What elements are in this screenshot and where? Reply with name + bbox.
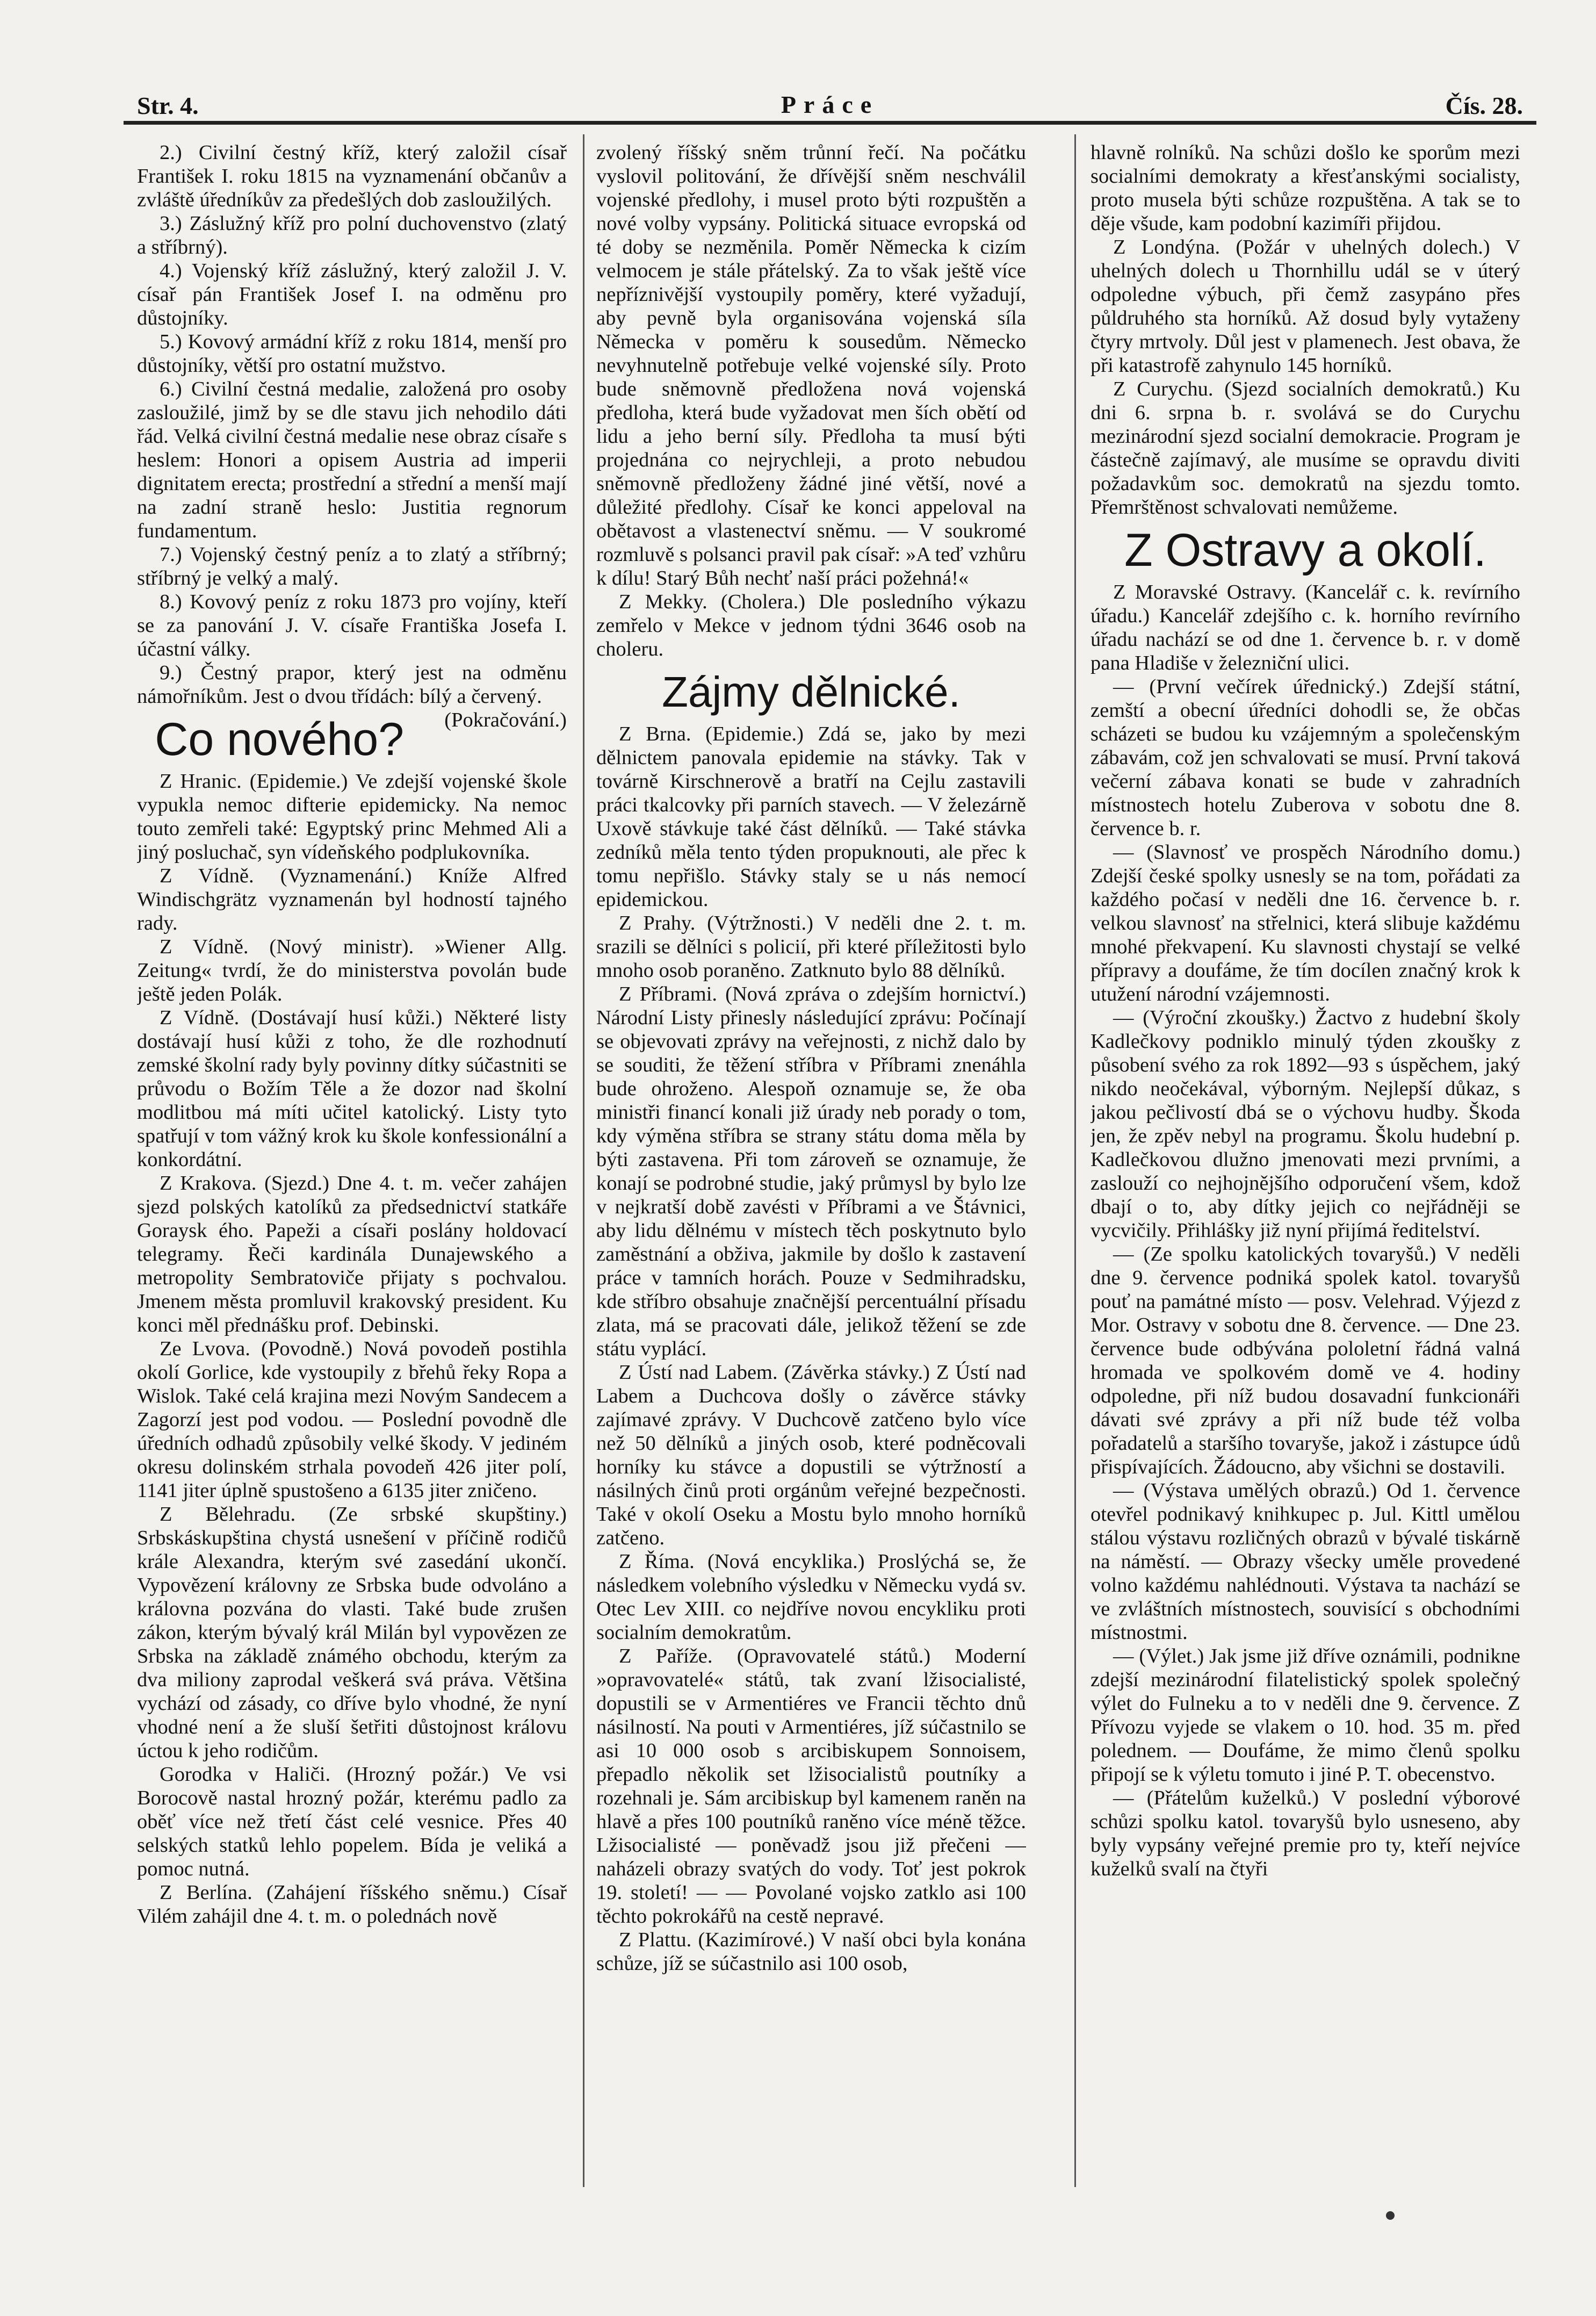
paragraph: 7.) Vojenský čestný peníz a to zlatý a stříbrný; stříbrný je velký a malý. <box>137 543 567 589</box>
news-item: Gorodka v Haliči. (Hrozný požár.) Ve vsi Borocově nastal hrozný požár, kterému padlo za oběť více než třetí část celé vesnice. Přes 40 selských statků lehlo popelem. Bída je veliká a pomoc nutná. <box>137 1763 567 1880</box>
news-item: Z Příbrami. (Nová zpráva o zdejším hornictví.) Národní Listy přinesly následující zprávu: Počínají se objevovati zprávy na veřejnosti, z nichž dalo by se souditi, že těžení stříbra v Příbrami znenáhla bude ohroženo. Alespoň oznamuje se, že oba ministři financí konali již úrady neb porady o tom, kdy výměna stříbra se strany státu doma měla by býti zastavena. Při tom zároveň se oznamuje, že konají se podrobné studie, jaký průmysl by bylo lze v nejkratší době zavésti v Příbrami a ve Štávnici, aby lidu dělnému v místech těch poskytnuto bylo zaměstnání a obživa, jakmile by došlo k zastavení práce v tamních horách. Pouze v Sedmihradsku, kde stříbro obsahuje značnější percentuální přísadu zlata, má se pracovati dále, jelikož těžení se zde státu vyplácí. <box>596 983 1026 1360</box>
news-item: Z Mekky. (Cholera.) Dle posledního výkazu zemřelo v Mekce v jednom týdni 3646 osob na choleru. <box>596 591 1026 660</box>
paragraph: 2.) Civilní čestný kříž, který založil císař František I. roku 1815 na vyznamenání občanův a zvláště úředníkův za předešlých dob zasloužilých. <box>137 141 567 211</box>
news-item: Ze Lvova. (Povodně.) Nová povodeň postihla okolí Gorlice, kde vystoupily z břehů řeky Ropa a Wislok. Také celá krajina mezi Novým Sandecem a Zagorzí jest pod vodou. — Poslední povodně dle úředních odhadů způsobily velké škody. V jediném okresu dolinském strhala povodeň 426 jiter polí, 1141 jiter úplně spustošeno a 6135 jiter zničeno. <box>137 1337 567 1502</box>
column-divider-1 <box>583 134 584 2187</box>
news-item: Z Paříže. (Opravovatelé států.) Moderní »opravovatelé« států, tak zvaní lžisocialisté, dopustili se v Armentiéres ve Francii těchto dnů násilností. Na pouti v Armentiéres, jíž súčastnilo se asi 10 000 osob s arcibiskupem Sonnoisem, přepadlo několik set lžisocialistů poutníky a rozehnali je. Sám arcibiskup byl kamenem raněn na hlavě a přes 100 poutníků raněno více méně těžce. Lžisocialisté — poněvadž jsou již přečeni — naházeli obrazy svatých do vody. Toť jest pokrok 19. století! — — Povolané vojsko zatklo asi 100 těchto pokrokářů na cestě nepravé. <box>596 1645 1026 1927</box>
section-heading-news: Co nového? <box>155 714 405 765</box>
paragraph <box>137 661 567 731</box>
page-header <box>137 86 1523 124</box>
column-3 <box>1091 141 1520 1881</box>
news-item: Z Ústí nad Labem. (Závěrka stávky.) Z Ústí nad Labem a Duchcova došly o závěrce stávky zajímavé zprávy. V Duchcově zatčeno bylo více než 50 dělníků a jiných osob, které podněcovali horníky ku stávce a dopustili se výtržností a násilných činů proti orgánům veřejné bezpečnosti. Také v okolí Oseku a Mostu bylo mnoho horníků zatčeno. <box>596 1361 1026 1549</box>
news-item: Z Moravské Ostravy. (Kancelář c. k. revírního úřadu.) Kancelář zdejšího c. k. horního revírního úřadu nachází se od dne 1. července b. r. v domě pana Hladiše v železniční ulici. <box>1091 581 1520 674</box>
paragraph: 8.) Kovový peníz z roku 1873 pro vojíny, kteří se za panování J. V. císaře Františka Josefa I. účastní války. <box>137 591 567 660</box>
news-item: Z Brna. (Epidemie.) Zdá se, jako by mezi dělnictem panovala epidemie na stávky. Tak v továrně Kirschnerově a bratří na Cejlu zastavili práci tkalcovky při parních stavech. — V železárně Uxově stávkuje také část dělníků. — Také stávka zedníků měla tento týden propuknouti, ale přec k tomu nepřišlo. Stávky staly se u nás nemocí epidemickou. <box>596 723 1026 911</box>
column-1 <box>137 141 567 1928</box>
news-item: Z Londýna. (Požár v uhelných dolech.) V uhelných dolech u Thornhillu udál se v úterý odpoledne výbuch, při čemž zasypáno přes půldruhého sta horníků. Až dosud byly vytaženy čtyry mrtvoly. Důl jest v plamenech. Jest obava, že při katastrofě zahynulo 145 horníků. <box>1091 236 1520 377</box>
news-item: Z Vídně. (Dostávají husí kůži.) Některé listy dostávají husí kůži z toho, že dle rozhodnutí zemské školní rady byly povinny dítky súčastniti se průvodu o Božím Těle a že dozor nad školní modlitbou má míti učitel katolický. Listy tyto spatřují v tom vážný krok ku škole konfessionální a konkordátní. <box>137 1006 567 1171</box>
paragraph: hlavně rolníků. Na schůzi došlo ke sporům mezi socialními demokraty a křesťanskými socialisty, proto musela býti schůze rozpuštěna. A tak se to děje všude, kam podobní kazimíři přijdou. <box>1091 141 1520 235</box>
news-item: Z Plattu. (Kazimírové.) V naší obci byla konána schůze, jíž se súčastnilo asi 100 osob, <box>596 1929 1026 1975</box>
news-item: — (Přátelům kuželků.) V poslední výborové schůzi spolku katol. tovaryšů bylo usneseno, aby byly vypsány veřejné premie pro ty, kteří nejvíce kuželků svalí na čtyři <box>1091 1787 1520 1880</box>
news-item: Z Curychu. (Sjezd socialních demokratů.) Ku dni 6. srpna b. r. svolává se do Curychu mezinárodní sjezd socialní demokracie. Program je částečně zajímavý, ale musíme se opravdu diviti požadavkům soc. demokratů na sjezdu tomto. Přemrštěnost schvalovati nemůžeme. <box>1091 378 1520 519</box>
paragraph-text: 9.) Čestný prapor, který jest na odměnu námořníkům. Jest o dvou třídách: bílý a červený. <box>137 661 567 708</box>
news-item: Z Říma. (Nová encyklika.) Proslýchá se, že následkem volebního výsledku v Německu vydá sv. Otec Lev XIII. co nejdříve novou encykliku proti socialním demokratům. <box>596 1550 1026 1644</box>
news-item: — (Výstava umělých obrazů.) Od 1. července otevřel podnikavý knihkupec p. Jul. Kittl umělou stálou výstavu rozličných obrazů v bývalé tiskárně na náměstí. — Obrazy všecky uměle provedené volno každému nahlédnouti. Výstava ta nachází se ve zvláštních místnostech, souvisící s obchodními místnostmi. <box>1091 1479 1520 1644</box>
column-divider-2 <box>1074 134 1076 2187</box>
news-item: — (Ze spolku katolických tovaryšů.) V neděli dne 9. července podniká spolek katol. tovaryšů pouť na památné místo — posv. Velehrad. Výjezd z Mor. Ostravy v sobotu dne 8. července. — Dne 23. července bude odbývána pololetní řádná valná hromada ve spolkovém domě ve 4. hodiny odpoledne, při níž budou dosavadní funkcionáři dávati své zprávy a při níž bude též volba pořadatelů a staršího tovaryše, jakož i zástupce údů přispívajících. Žádoucno, aby všichni se dostavili. <box>1091 1243 1520 1478</box>
continued-note: (Pokračování.) <box>444 709 567 731</box>
news-item: Z Prahy. (Výtržnosti.) V neděli dne 2. t. m. srazili se dělníci s policií, při které příležitosti bylo mnoho osob poraněno. Zatknuto bylo 88 dělníků. <box>596 912 1026 982</box>
news-item: Z Berlína. (Zahájení říšského sněmu.) Císař Vilém zahájil dne 4. t. m. o polednách nově <box>137 1881 567 1927</box>
section-heading-ostrava: Z Ostravy a okolí. <box>1124 524 1486 576</box>
news-item: Z Vídně. (Nový ministr). »Wiener Allg. Zeitung« tvrdí, že do ministerstva povolán bude ještě jeden Polák. <box>137 936 567 1005</box>
column-2 <box>596 141 1026 1975</box>
news-item: Z Vídně. (Vyznamenání.) Kníže Alfred Windischgrätz vyznamenán byl hodností tajného rady. <box>137 865 567 934</box>
print-mark <box>1386 2211 1395 2220</box>
paragraph: 6.) Civilní čestná medalie, založená pro osoby zasloužilé, jimž by se dle stavu jich nehodilo dáti řád. Velká civilní čestná medalie nese obraz císaře s heslem: Honori a opisem Austria ad imperii dignitatem erecta; prostřední a střední a menší mají na zadní straně heslo: Justitia regnorum fundamentum. <box>137 378 567 542</box>
paragraph: 4.) Vojenský kříž záslužný, který založil J. V. císař pán František Josef I. na odměnu pro důstojníky. <box>137 260 567 329</box>
section-heading-labor: Zájmy dělnické. <box>662 668 961 716</box>
news-item: Z Bělehradu. (Ze srbské skupštiny.) Srbskáskupština chystá usnešení v příčině rodičů krále Alexandra, kterým své zasedání ukončí. Vypovězení královny ze Srbska bude odvoláno a královna pozvána do vlasti. Také bude zrušen zákon, kterým bývalý král Milán byl vypovězen ze Srbska na základě známého obchodu, kterým za dva miliony zaprodal veškerá svá práva. Většina vychází od zásady, co dříve bylo vhodné, že nyní vhodné není a že sluší šetřiti důstojnost královu úctou k jeho rodičům. <box>137 1503 567 1762</box>
page-number: Str. 4. <box>137 92 199 119</box>
news-item: — (Výroční zkoušky.) Žactvo z hudební školy Kadlečkovy podniklo minulý týden zkoušky z působení svého za rok 1892—93 s úspěchem, jaký nikdo neočekával, výborným. Nejlepší důkaz, s jakou pečlivostí dbá se o výchovu hudby. Škoda jen, že zpěv nebyl na programu. Školu hudební p. Kadlečkovou dlužno jmenovati mezi prvními, a zaslouží co nejhojnějšího odporučení všem, kdož dbají o to, aby dítky jejich co nejřádněji se vycvičily. Přihlášky již nyní přijímá ředitelství. <box>1091 1006 1520 1242</box>
news-item: Z Krakova. (Sjezd.) Dne 4. t. m. večer zahájen sjezd polských katolíků za předsednictví statkáře Goraysk ého. Papeži a císaři poslány holdovací telegramy. Řeči kardinála Dunajewského a metropolity Sembratoviče přijaty s pochvalou. Jmenem města promluvil krakovský president. Ku konci měl přednášku prof. Debinski. <box>137 1172 567 1336</box>
paragraph: 3.) Záslužný kříž pro polní duchovenstvo (zlatý a stříbrný). <box>137 212 567 258</box>
paragraph: zvolený říšský sněm trůnní řečí. Na počátku vyslovil politování, že dřívější sněm neschválil vojenské předlohy, i musel proto býti rozpuštěn a nové volby vypsány. Politická situace evropská od té doby se nezměnila. Poměr Německa k cizím velmocem je stále přátelský. Za to však ještě více nepříznivější vystoupily poměry, které vyžadují, aby pevně byla organisována vojenská síla Německa v poměru k sousedům. Německo nevyhnutelně potřebuje velké vojenské síly. Proto bude sněmovně předložena nová vojenská předloha, která bude vyžadovat men ších obětí od lidu a jeho berní síly. Předloha ta musí býti projednána co nejrychleji, a proto nebudou sněmovně předloženy žádné jiné větší, nové a důležité předlohy. Císař ke konci appeloval na obětavost a vlastenectví sněmu. — V soukromé rozmluvě s polsanci pravil pak císař: »A teď vzhůru k dílu! Starý Bůh nechť naší práci požehná!« <box>596 141 1026 589</box>
news-item: Z Hranic. (Epidemie.) Ve zdejší vojenské škole vypukla nemoc difterie epidemicky. Na nemoc touto zemřeli také: Egyptský princ Mehmed Ali a jiný posluchač, syn vídeňského podplukovníka. <box>137 770 567 864</box>
masthead-title: Práce <box>781 91 879 118</box>
header-rule <box>124 121 1536 125</box>
paragraph: 5.) Kovový armádní kříž z roku 1814, menší pro důstojníky, větší pro ostatní mužstvo. <box>137 330 567 377</box>
news-item: — (První večírek úřednický.) Zdejší státní, zemští a obecní úředníci dohodli se, že občas scházeti se budou ku vzájemným a společenským zábavám, což jen schvalovati se musí. První taková večerní zábava konati se bude v zahradních místnostech hotelu Zuberova v sobotu dne 8. července b. r. <box>1091 675 1520 840</box>
issue-number: Čís. 28. <box>1445 92 1523 119</box>
news-item: — (Slavnosť ve prospěch Národního domu.) Zdejší české spolky usnesly se na tom, pořádati za každého počasí v neděli dne 16. července b. r. velkou slavnosť na střelnici, která slibuje každému mnohé překvapení. Ku slavnosti chystají se velké přípravy a doufáme, že tím docílen značný krok k utužení národní vzájemnosti. <box>1091 841 1520 1005</box>
news-item: — (Výlet.) Jak jsme již dříve oznámili, podnikne zdejší mezinárodní filatelistický spolek společný výlet do Fulneku a to v neděli dne 9. července. Z Přívozu vyjede se vlakem o 10. hod. 35 m. před polednem. — Doufáme, že mimo členů spolku připojí se k výletu tomuto i jiné P. T. obecenstvo. <box>1091 1645 1520 1786</box>
